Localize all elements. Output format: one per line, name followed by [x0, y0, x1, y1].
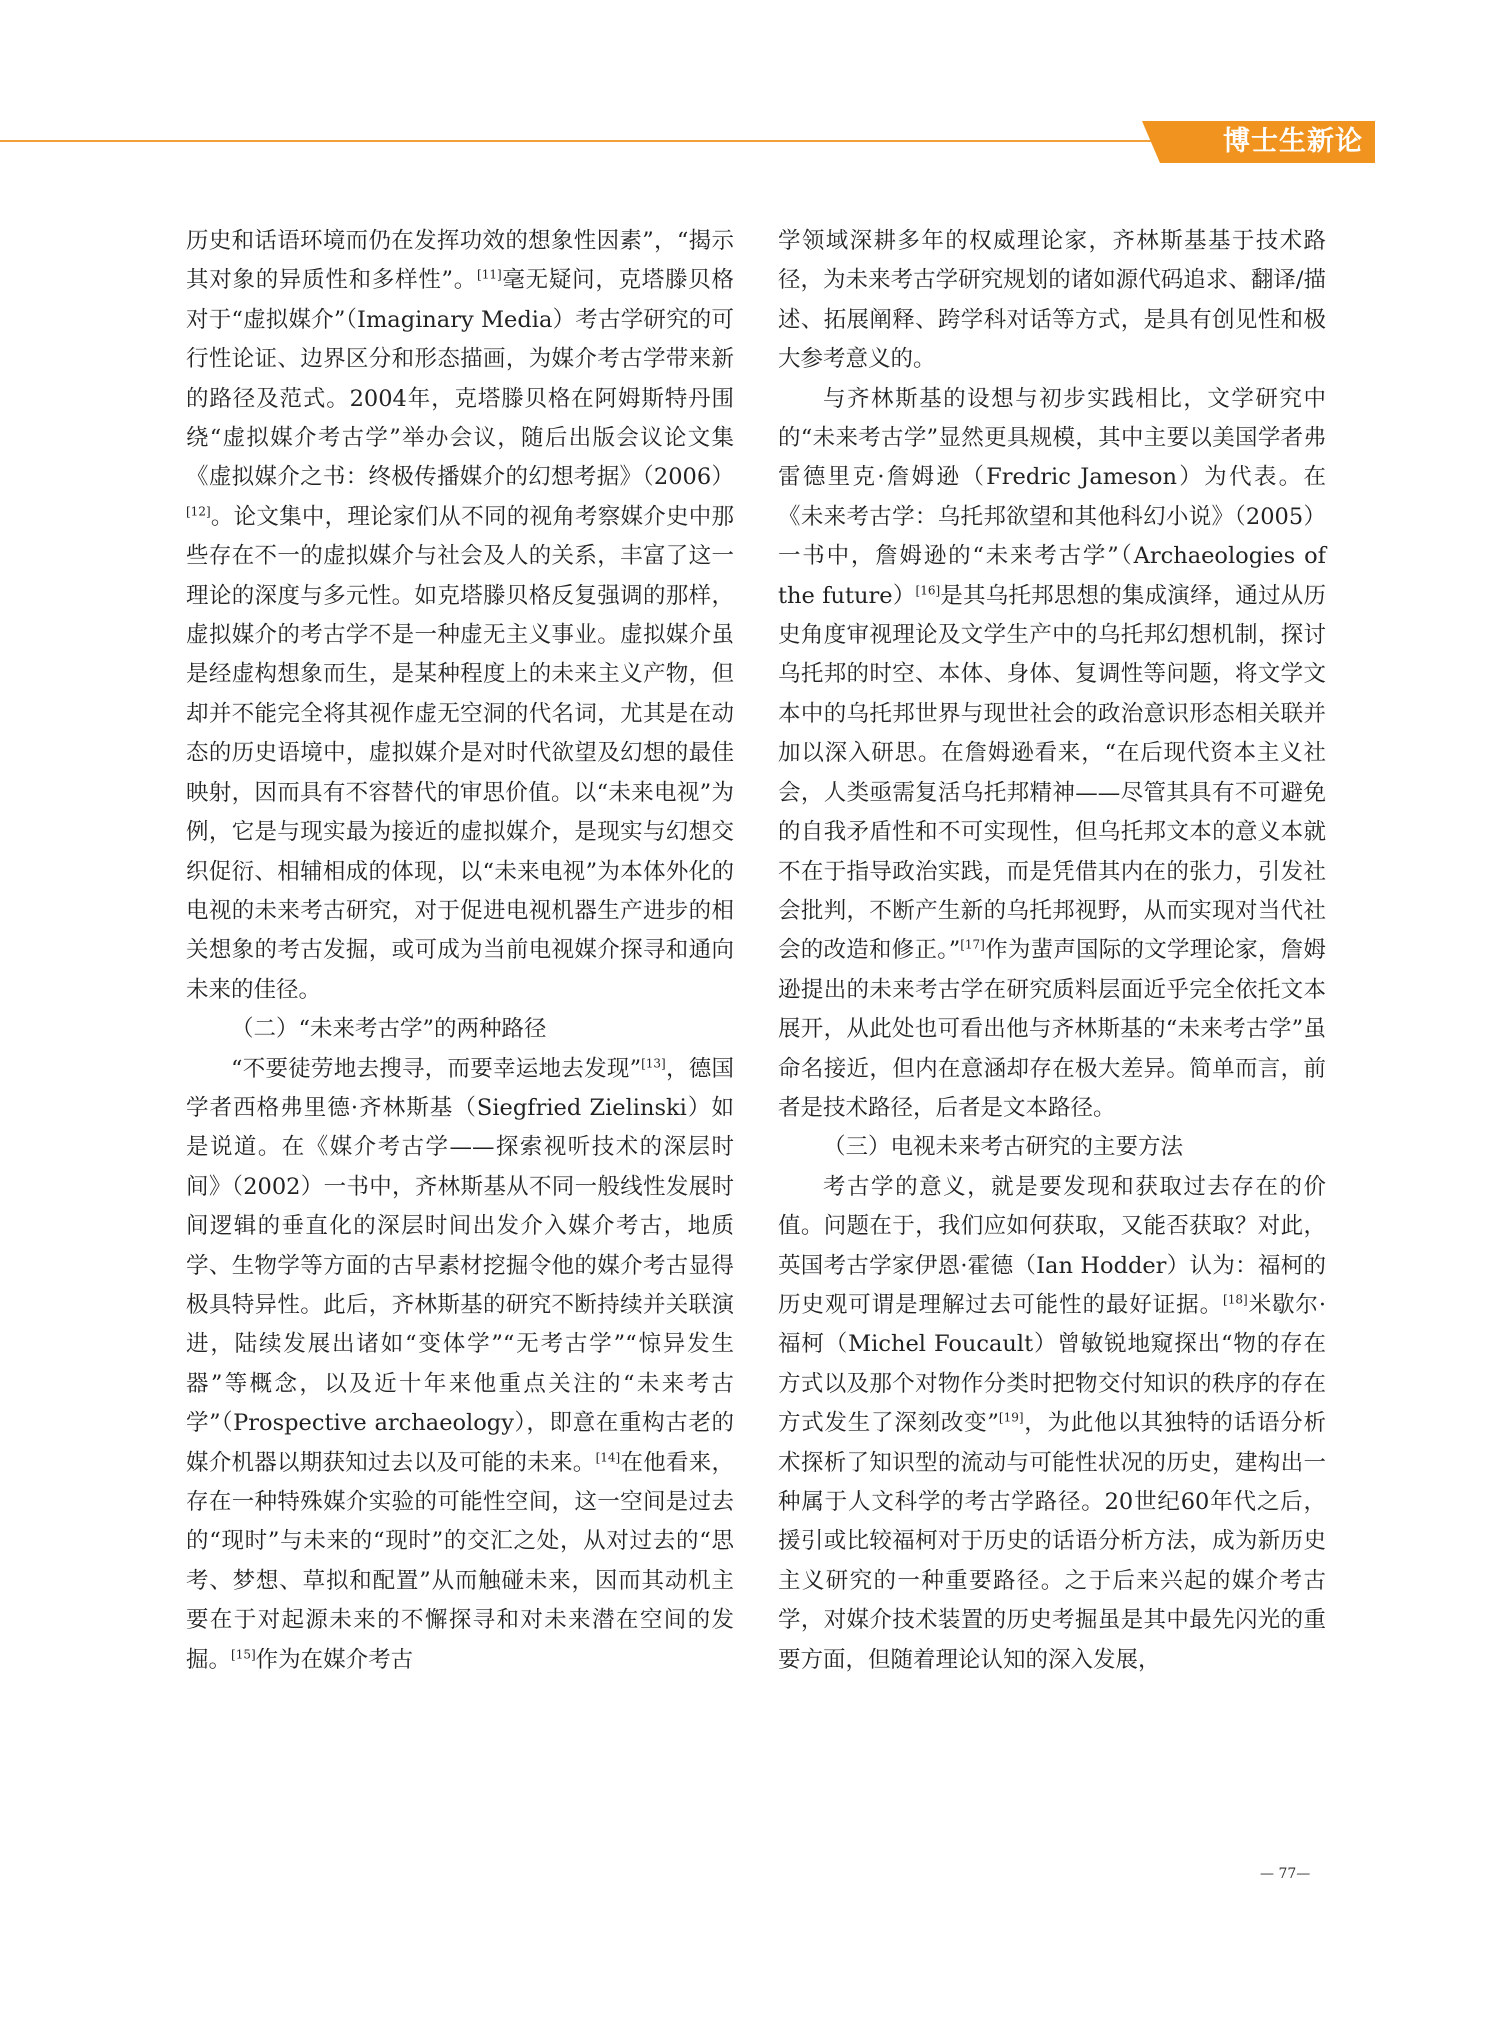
footnote-ref: [18]: [1223, 1292, 1248, 1307]
footnote-ref: [11]: [477, 267, 502, 282]
section-subheading: （二）“未来考古学”的两种路径: [231, 1016, 547, 1043]
paragraph: [186, 222, 734, 1010]
section-tab: [1160, 121, 1375, 163]
paragraph-text: 毫无疑问，克塔滕贝格对于“虚拟媒介”（Imaginary Media）考古学研究的可行性论证、边界区分和形态描画，为媒介考古学带来新的路径及范式。2004年，克塔滕贝格在阿姆斯特丹围绕“虚拟媒介考古学”举办会议，随后出版会议论文集《虚拟媒介之书：终极传播媒介的幻想考据》（2006）: [186, 267, 734, 491]
header-rule: [0, 140, 1160, 142]
footnote-ref: [13]: [641, 1056, 666, 1071]
paragraph-text: 与齐林斯基的设想与初步实践相比，文学研究中的“未来考古学”显然更具规模，其中主要以美国学者弗雷德里克·詹姆逊（Fredric Jameson）为代表。在《未来考古学：乌托邦欲望和其他科幻小说》（2005）一书中，詹姆逊的“未来考古学”（Archaeologies of the future）: [778, 385, 1326, 609]
paragraph-text: 是其乌托邦思想的集成演绎，通过从历史角度审视理论及文学生产中的乌托邦幻想机制，探讨乌托邦的时空、本体、身体、复调性等问题，将文学文本中的乌托邦世界与现世社会的政治意识形态相关联并加以深入研思。在詹姆逊看来，“在后现代资本主义社会，人类亟需复活乌托邦精神——尽管其具有不可避免的自我矛盾性和不可实现性，但乌托邦文本的意义本就不在于指导政治实践，而是凭借其内在的张力，引发社会批判，不断产生新的乌托邦视野，从而实现对当代社会的改造和修正。”: [778, 582, 1326, 964]
paragraph: [186, 1050, 734, 1681]
paragraph-text: 考古学的意义，就是要发现和获取过去存在的价值。问题在于，我们应如何获取，又能否获取？对此，英国考古学家伊恩·霍德（Ian Hodder）认为：福柯的历史观可谓是理解过去可能性的最好证据。: [778, 1173, 1326, 1318]
footnote-ref: [17]: [960, 937, 985, 952]
paragraph-text: “不要徒劳地去搜寻，而要幸运地去发现”: [231, 1055, 642, 1082]
left-column: [186, 222, 734, 1680]
paragraph: [778, 1168, 1326, 1680]
paragraph-text: 作为在媒介考古: [255, 1646, 414, 1673]
page-number: — 77—: [1260, 1866, 1311, 1882]
paragraph-text: 米歇尔·福柯（Michel Foucault）曾敏锐地窥探出“物的存在方式以及那个对物作分类时把物交付知识的秩序的存在方式发生了深刻改变”: [778, 1291, 1326, 1437]
paragraph-text: 。论文集中，理论家们从不同的视角考察媒介史中那些存在不一的虚拟媒介与社会及人的关系，丰富了这一理论的深度与多元性。如克塔滕贝格反复强调的那样，虚拟媒介的考古学不是一种虚无主义事业。虚拟媒介虽是经虚构想象而生，是某种程度上的未来主义产物，但却并不能完全将其视作虚无空洞的代名词，尤其是在动态的历史语境中，虚拟媒介是对时代欲望及幻想的最佳映射，因而具有不容替代的审思价值。以“未来电视”为例，它是与现实最为接近的虚拟媒介，是现实与幻想交织促衍、相辅相成的体现，以“未来电视”为本体外化的电视的未来考古研究，对于促进电视机器生产进步的相关想象的考古发掘，或可成为当前电视媒介探寻和通向未来的佳径。: [186, 503, 734, 1003]
paragraph-text: 历史和话语环境而仍在发挥功效的想象性因素”，“揭示其对象的异质性和多样性”。: [186, 228, 734, 294]
paragraph: 学领域深耕多年的权威理论家，齐林斯基基于技术路径，为未来考古学研究规划的诸如源代码追求、翻译/描述、拓展阐释、跨学科对话等方式，是具有创见性和极大参考意义的。: [778, 228, 1326, 373]
footnote-ref: [16]: [915, 583, 941, 598]
section-label: 博士生新论: [1223, 126, 1363, 157]
paragraph-text: 作为蜚声国际的文学理论家，詹姆逊提出的未来考古学在研究质料层面近乎完全依托文本展开，从此处也可看出他与齐林斯基的“未来考古学”虽命名接近，但内在意涵却存在极大差异。简单而言，前者是技术路径，后者是文本路径。: [778, 937, 1326, 1121]
paragraph-text: 在他看来，存在一种特殊媒介实验的可能性空间，这一空间是过去的“现时”与未来的“现时”的交汇之处，从对过去的“思考、梦想、草拟和配置”从而触碰未来，因而其动机主要在于对起源未来的不懈探寻和对未来潜在空间的发掘。: [186, 1449, 734, 1673]
footnote-ref: [15]: [231, 1647, 256, 1662]
footnote-ref: [19]: [998, 1410, 1024, 1425]
footnote-ref: [12]: [186, 504, 211, 519]
paragraph-text: ，德国学者西格弗里德·齐林斯基（Siegfried Zielinski）如是说道。在《媒介考古学——探索视听技术的深层时间》（2002）一书中，齐林斯基从不同一般线性发展时间逻辑的垂直化的深层时间出发介入媒介考古，地质学、生物学等方面的古早素材挖掘令他的媒介考古显得极具特异性。此后，齐林斯基的研究不断持续并关联演进，陆续发展出诸如“变体学”“无考古学”“惊异发生器”等概念，以及近十年来他重点关注的“未来考古学”（Prospective archaeology），即意在重构古老的媒介机器以期获知过去以及可能的未来。: [186, 1055, 734, 1476]
paragraph: [778, 380, 1326, 1129]
paragraph-text: ，为此他以其独特的话语分析术探析了知识型的流动与可能性状况的历史，建构出一种属于人文科学的考古学路径。20世纪60年代之后，援引或比较福柯对于历史的话语分析方法，成为新历史主义研究的一种重要路径。之于后来兴起的媒介考古学，对媒介技术装置的历史考掘虽是其中最先闪光的重要方面，但随着理论认知的深入发展，: [778, 1410, 1326, 1673]
footnote-ref: [14]: [595, 1450, 621, 1465]
right-column: [778, 222, 1326, 1680]
section-subheading: （三）电视未来考古研究的主要方法: [823, 1134, 1184, 1161]
